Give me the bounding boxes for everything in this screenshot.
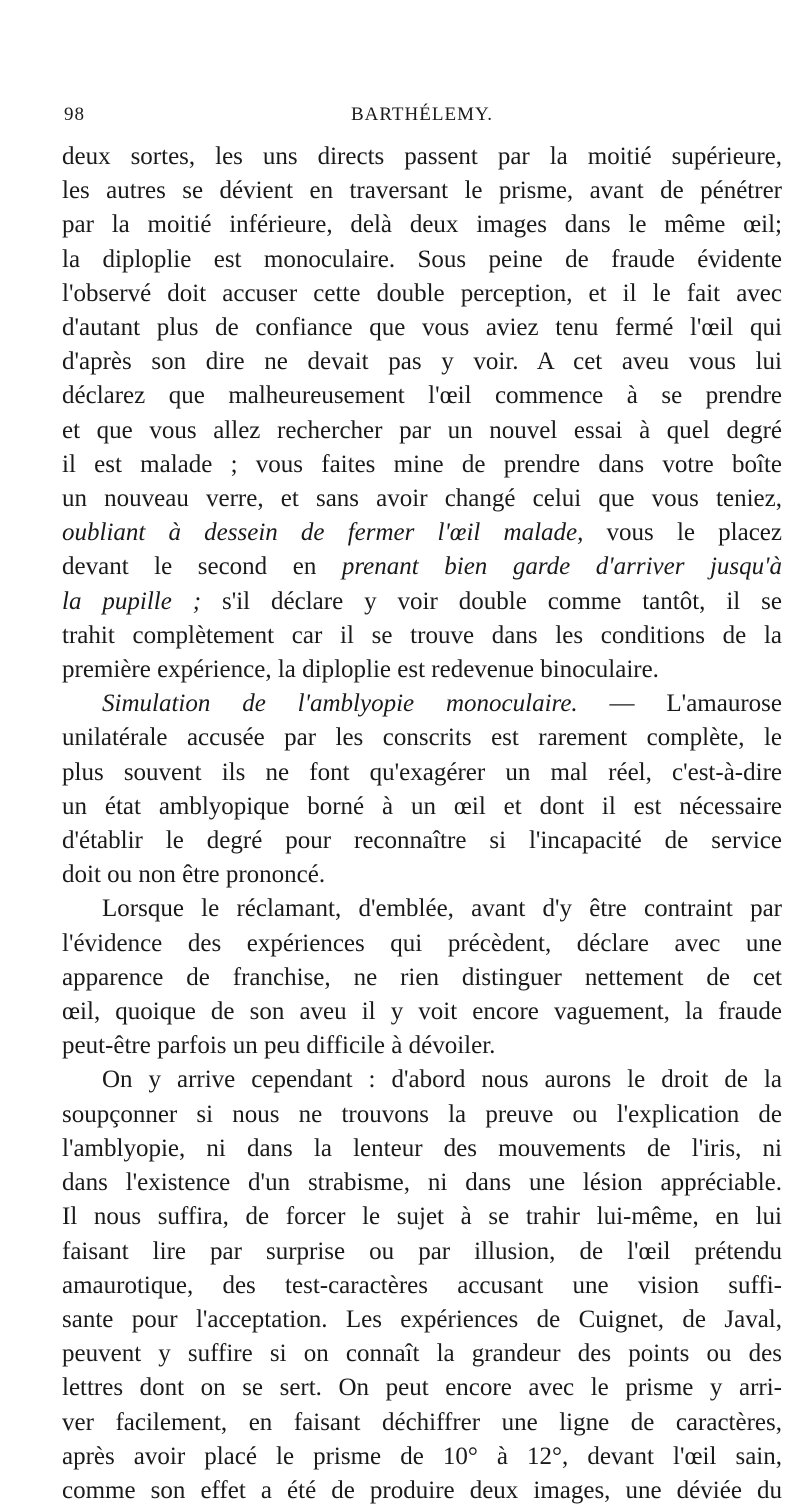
italic-text-segment: Simulation de l'amblyopie monoculaire.	[102, 690, 578, 718]
italic-text-segment: prenant bien garde d'arriver jusqu'à	[341, 553, 782, 581]
text-segment: l'amblyopie, ni dans la lenteur des mouvements de l'iris, ni	[62, 1134, 782, 1162]
text-segment: d'après son dire ne devait pas y voir. A cet aveu vous lui	[62, 348, 782, 376]
text-line	[62, 208, 782, 242]
text-line	[62, 277, 782, 311]
text-segment: la diploplie est monoculaire. Sous peine de fraude évidente	[62, 245, 782, 273]
text-line	[62, 1337, 782, 1371]
text-line	[62, 516, 782, 550]
text-segment: et que vous allez rechercher par un nouvel essai à quel degré	[62, 416, 782, 444]
text-segment: première expérience, la diploplie est redevenue binoculaire.	[62, 656, 659, 684]
text-segment: peut-être parfois un peu difficile à dévoiler.	[62, 1032, 496, 1060]
text-line	[62, 653, 782, 687]
text-segment: apparence de franchise, ne rien distinguer nettement de cet	[62, 963, 782, 991]
text-segment: comme son effet a été de produire deux images, une déviée du	[62, 1476, 782, 1504]
italic-text-segment: la pupille ;	[62, 587, 202, 615]
text-line	[62, 858, 782, 892]
italic-text-segment: oubliant à dessein de fermer l'œil malade,	[62, 519, 584, 547]
text-segment: plus souvent ils ne font qu'exagérer un mal réel, c'est-à-dire	[62, 758, 782, 786]
text-segment: après avoir placé le prisme de 10° à 12°, devant l'œil sain,	[62, 1442, 782, 1470]
text-line	[62, 448, 782, 482]
text-line	[62, 824, 782, 858]
text-segment: l'observé doit accuser cette double perception, et il le fait avec	[62, 279, 782, 307]
text-segment: un nouveau verre, et sans avoir changé celui que vous teniez,	[62, 485, 782, 513]
text-line	[62, 1200, 782, 1234]
text-segment: doit ou non être prononcé.	[62, 861, 326, 889]
text-segment: — L'amaurose	[577, 690, 782, 718]
text-segment: trahit complètement car il se trouve dans les conditions de la	[62, 621, 782, 649]
text-segment: d'établir le degré pour reconnaître si l'incapacité de service	[62, 827, 782, 855]
running-head: BARTHÉLEMY.	[351, 104, 493, 125]
text-line	[62, 995, 782, 1029]
text-segment: On y arrive cependant : d'abord nous aurons le droit de la	[102, 1066, 782, 1094]
text-line	[62, 1166, 782, 1200]
text-segment: dans l'existence d'un strabisme, ni dans une lésion appréciable.	[62, 1169, 782, 1197]
text-segment: l'évidence des expériences qui précèdent, déclare avec une	[62, 929, 782, 957]
page-header	[62, 100, 782, 132]
text-segment: d'autant plus de confiance que vous aviez tenu fermé l'œil qui	[62, 314, 782, 342]
text-line	[62, 1063, 782, 1097]
text-line	[62, 1132, 782, 1166]
text-line	[62, 140, 782, 174]
text-line	[62, 311, 782, 345]
text-segment: deux sortes, les uns directs passent par la moitié supérieure,	[62, 143, 782, 170]
text-segment: les autres se dévient en traversant le prisme, avant de pénétrer	[62, 177, 782, 205]
text-line	[62, 243, 782, 277]
text-line	[62, 1235, 782, 1269]
text-line	[62, 414, 782, 448]
text-segment: soupçonner si nous ne trouvons la preuve ou l'explication de	[62, 1100, 782, 1128]
text-line	[62, 756, 782, 790]
text-line	[62, 379, 782, 413]
text-segment: s'il déclare y voir double comme tantôt, il se	[201, 587, 782, 615]
text-segment: un état amblyopique borné à un œil et dont il est nécessaire	[62, 792, 782, 820]
text-line	[62, 1303, 782, 1337]
text-segment: déclarez que malheureusement l'œil commence à se prendre	[62, 382, 782, 410]
text-segment: amaurotique, des test-caractères accusant une vision suffi-	[62, 1271, 782, 1299]
text-segment: par la moitié inférieure, delà deux images dans le même œil;	[62, 211, 782, 239]
text-segment: œil, quoique de son aveu il y voit encore vaguement, la fraude	[62, 998, 782, 1026]
body-text	[62, 140, 782, 1508]
text-line	[62, 1440, 782, 1474]
text-segment: Il nous suffira, de forcer le sujet à se trahir lui-même, en lui	[62, 1203, 782, 1231]
text-line	[62, 1269, 782, 1303]
text-segment: devant le second en	[62, 553, 342, 581]
text-line	[62, 1029, 782, 1063]
text-line	[62, 345, 782, 379]
text-segment: ver facilement, en faisant déchiffrer une ligne de caractères,	[62, 1408, 782, 1436]
page-number: 98	[64, 104, 85, 125]
text-line	[62, 687, 782, 721]
text-line	[62, 482, 782, 516]
text-line	[62, 927, 782, 961]
text-line	[62, 790, 782, 824]
text-line	[62, 961, 782, 995]
text-segment: sante pour l'acceptation. Les expériences de Cuignet, de Javal,	[62, 1305, 782, 1333]
text-segment: il est malade ; vous faites mine de prendre dans votre boîte	[62, 450, 782, 478]
text-segment: unilatérale accusée par les conscrits est rarement complète, le	[62, 724, 782, 752]
text-line	[62, 619, 782, 653]
text-line	[62, 1474, 782, 1508]
text-segment: Lorsque le réclamant, d'emblée, avant d'y être contraint par	[102, 895, 782, 923]
text-line	[62, 892, 782, 926]
text-line	[62, 721, 782, 755]
text-line	[62, 1371, 782, 1405]
text-line	[62, 585, 782, 619]
text-segment: lettres dont on se sert. On peut encore avec le prisme y arri-	[62, 1374, 782, 1402]
text-segment: vous le placez	[583, 519, 782, 547]
text-line	[62, 550, 782, 584]
text-line	[62, 1406, 782, 1440]
text-segment: peuvent y suffire si on connaît la grandeur des points ou des	[62, 1340, 782, 1368]
text-line	[62, 174, 782, 208]
text-segment: faisant lire par surprise ou par illusion, de l'œil prétendu	[62, 1237, 782, 1265]
text-line	[62, 1098, 782, 1132]
